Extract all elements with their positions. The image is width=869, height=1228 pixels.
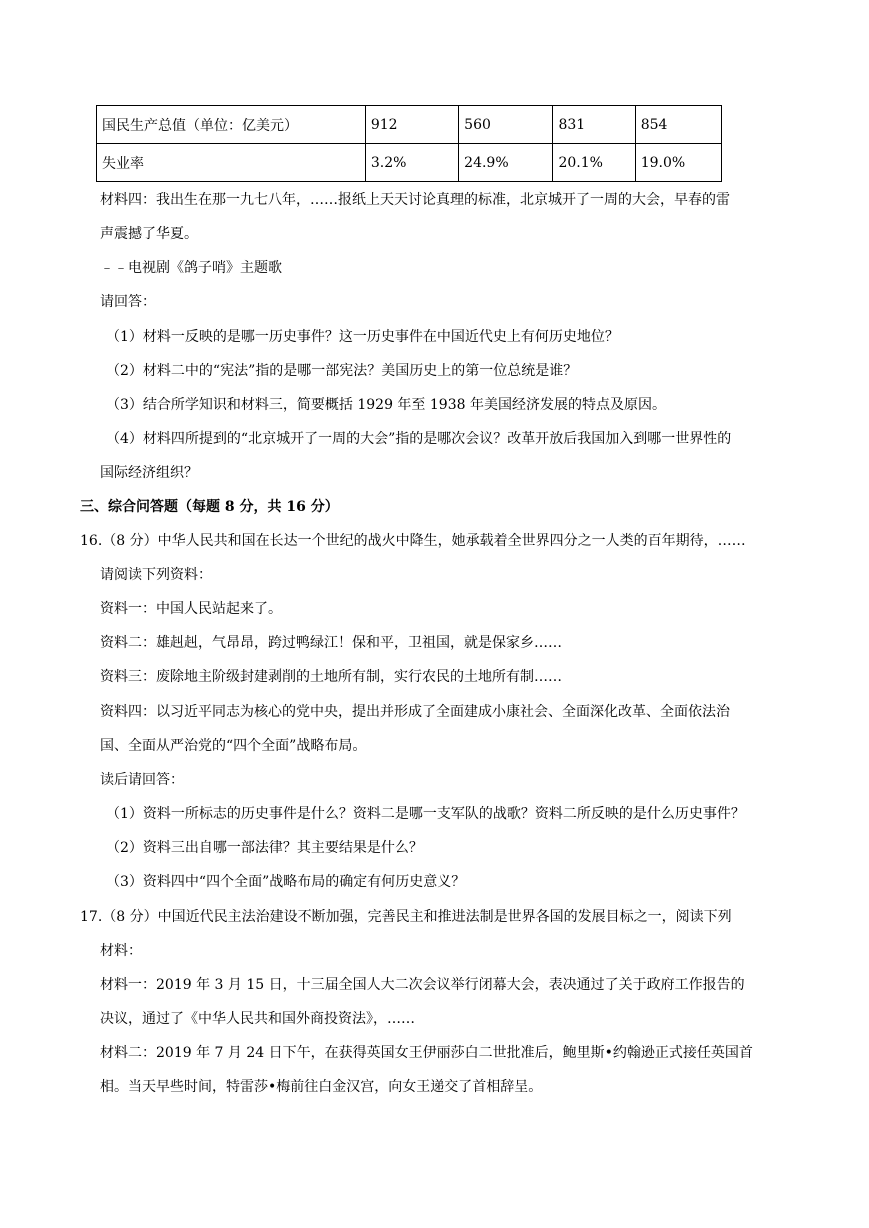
material-2-text-cont: 相。当天早些时间，特雷莎•梅前往白金汉宫，向女王递交了首相辞呈。	[100, 1079, 543, 1095]
question-15-1: （1）材料一反映的是哪一历史事件？这一历史事件在中国近代史上有何历史地位？	[106, 329, 619, 345]
question-15-4-cont: 国际经济组织？	[100, 465, 198, 481]
material-1-text: 材料一：2019 年 3 月 15 日，十三届全国人大二次会议举行闭幕大会，表决通过了关于政府工作报告的	[100, 977, 745, 993]
table-cell: 19.0%	[635, 144, 721, 182]
question-17-intro-cont: 材料：	[100, 943, 142, 959]
table-cell: 20.1%	[553, 144, 635, 182]
source-4-text-cont: 国、全面从严治党的“四个全面”战略布局。	[100, 738, 367, 754]
table-cell: 912	[365, 106, 458, 144]
question-16-answer-prompt: 读后请回答：	[100, 772, 184, 788]
table-cell: 3.2%	[365, 144, 458, 182]
material-4-text: 材料四：我出生在那一九七八年，……报纸上天天讨论真理的标准，北京城开了一周的大会，早春的雷	[100, 192, 730, 208]
question-17-intro: 17.（8 分）中国近代民主法治建设不断加强，完善民主和推进法制是世界各国的发展目标之一，阅读下列	[80, 909, 732, 925]
table-row	[97, 144, 722, 182]
table-cell: 560	[459, 106, 553, 144]
question-16-prompt: 请阅读下列资料：	[100, 567, 212, 583]
source-4-text: 资料四：以习近平同志为核心的党中央，提出并形成了全面建成小康社会、全面深化改革、全面依法治	[100, 704, 730, 720]
economy-data-table	[96, 105, 722, 182]
material-1-text-cont: 决议，通过了《中华人民共和国外商投资法》，……	[100, 1011, 415, 1027]
table-cell: 24.9%	[459, 144, 553, 182]
question-15-3: （3）结合所学知识和材料三，简要概括 1929 年至 1938 年美国经济发展的特点及原因。	[106, 397, 666, 413]
material-2-text: 材料二：2019 年 7 月 24 日下午，在获得英国女王伊丽莎白二世批准后，鲍里斯•约翰逊正式接任英国首	[100, 1045, 753, 1061]
question-16-2: （2）资料三出自哪一部法律？其主要结果是什么？	[106, 840, 423, 856]
source-1-text: 资料一：中国人民站起来了。	[100, 601, 282, 617]
source-3-text: 资料三：废除地主阶级封建剥削的土地所有制，实行农民的土地所有制……	[100, 669, 562, 685]
table-row	[97, 106, 722, 144]
table-cell: 854	[635, 106, 721, 144]
table-row-label: 失业率	[97, 144, 366, 182]
question-16-3: （3）资料四中“四个全面”战略布局的确定有何历史意义？	[106, 874, 466, 890]
answer-prompt: 请回答：	[100, 294, 156, 310]
material-4-text-cont: 声震撼了华夏。	[100, 226, 198, 242]
question-15-4: （4）材料四所提到的“北京城开了一周的大会”指的是哪次会议？改革开放后我国加入到哪一世界性的	[106, 431, 732, 447]
table-cell: 831	[553, 106, 635, 144]
section-heading: 三、综合问答题（每题 8 分，共 16 分）	[80, 499, 339, 515]
question-16-1: （1）资料一所标志的历史事件是什么？资料二是哪一支军队的战歌？资料二所反映的是什么历史事件？	[106, 806, 745, 822]
question-15-2: （2）材料二中的“宪法”指的是哪一部宪法？美国历史上的第一位总统是谁？	[106, 363, 578, 379]
material-4-source: ﹣﹣电视剧《鸽子哨》主题歌	[100, 260, 282, 276]
table-row-label: 国民生产总值（单位：亿美元）	[97, 106, 366, 144]
source-2-text: 资料二：雄赳赳，气昂昂，跨过鸭绿江！保和平，卫祖国，就是保家乡……	[100, 635, 562, 651]
question-16-intro: 16.（8 分）中华人民共和国在长达一个世纪的战火中降生，她承载着全世界四分之一人类的百年期待，……	[80, 533, 746, 549]
